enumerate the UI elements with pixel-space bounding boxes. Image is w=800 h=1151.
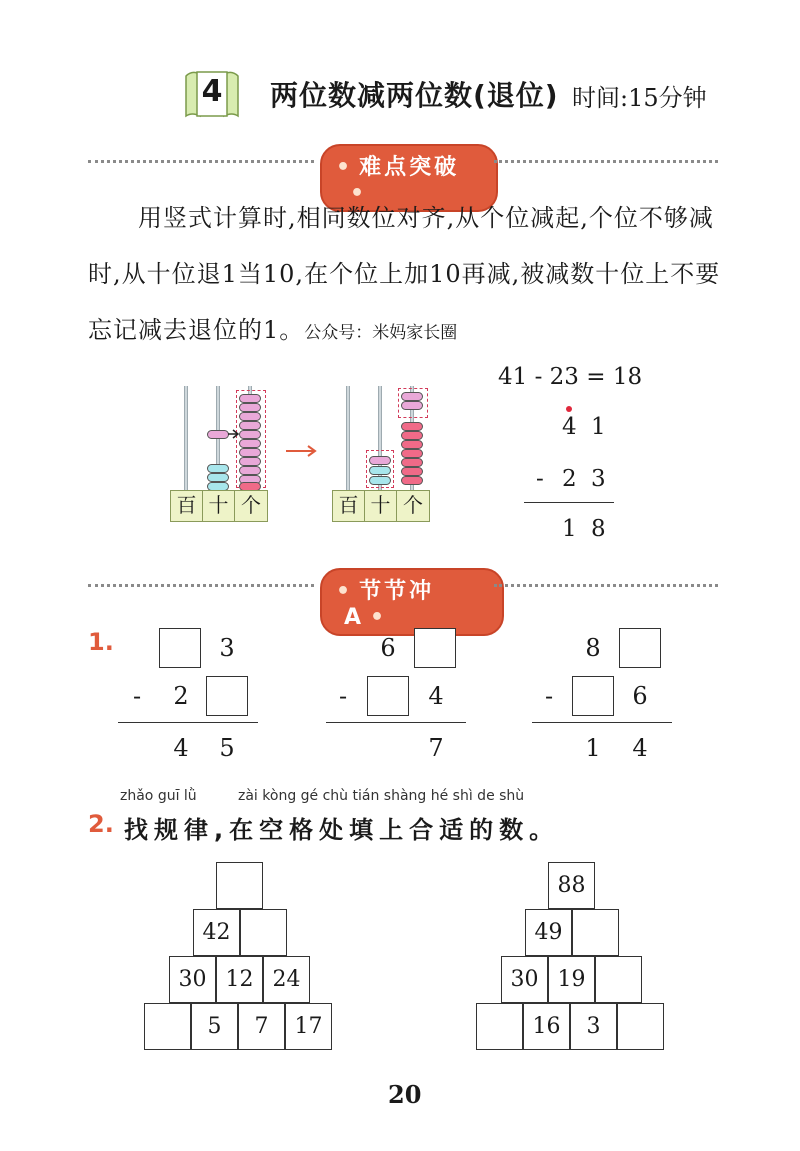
abacus-bead	[239, 412, 261, 421]
number-pyramid-1	[144, 862, 339, 1062]
place-value-labels	[332, 490, 430, 522]
abacus-bead	[369, 466, 391, 475]
time-limit: 时间:15分钟	[572, 84, 707, 112]
answer-box[interactable]	[206, 676, 248, 716]
label-tens: 十	[203, 491, 235, 521]
pyramid-cell: 24	[263, 956, 310, 1003]
section-banner-difficulty: • 难点突破 •	[320, 144, 498, 212]
question-number-2: 2.	[88, 810, 114, 838]
abacus-bead	[207, 464, 229, 473]
digit: 4	[428, 682, 444, 710]
pyramid-cell: 7	[238, 1003, 285, 1050]
pyramid-cell[interactable]	[617, 1003, 664, 1050]
pyramid-cell: 12	[216, 956, 263, 1003]
abacus-bead	[401, 401, 423, 410]
pyramid-cell: 42	[193, 909, 240, 956]
label-ones: 个	[241, 493, 261, 517]
divider	[88, 160, 314, 163]
minus-sign: -	[544, 682, 554, 710]
digit: 6	[632, 682, 648, 710]
equation: 41 - 23 = 18	[498, 364, 643, 390]
abacus-after	[332, 380, 432, 520]
abacus-bead	[401, 458, 423, 467]
abacus-rod	[184, 386, 188, 490]
lesson-number: 4	[201, 74, 223, 109]
pyramid-cell[interactable]	[595, 956, 642, 1003]
divider	[88, 584, 314, 587]
label-ones: 个	[403, 493, 423, 517]
divider	[494, 160, 718, 163]
digit: 2	[173, 682, 189, 710]
digit: 8	[585, 634, 601, 662]
digit: 3	[219, 634, 235, 662]
abacus-bead	[207, 473, 229, 482]
footnote: 公众号：米妈家长圈	[304, 323, 458, 343]
calc-line	[326, 722, 466, 723]
abacus-before	[170, 380, 270, 520]
page-number: 20	[388, 1080, 422, 1109]
abacus-bead	[401, 476, 423, 485]
pyramid-cell[interactable]	[476, 1003, 523, 1050]
abacus-bead	[401, 449, 423, 458]
label-hundreds: 百	[333, 491, 365, 521]
pyramid-cell: 30	[501, 956, 548, 1003]
abacus-bead	[239, 403, 261, 412]
label-tens: 十	[365, 491, 397, 521]
abacus-bead	[401, 431, 423, 440]
arrow-right-icon	[284, 444, 318, 458]
pyramid-cell: 17	[285, 1003, 332, 1050]
number-pyramid-2	[476, 862, 671, 1062]
answer-box[interactable]	[159, 628, 201, 668]
pyramid-cell: 19	[548, 956, 595, 1003]
calc-line	[118, 722, 258, 723]
pyramid-cell: 88	[548, 862, 595, 909]
place-value-labels	[170, 490, 268, 522]
subtrahend-ones: 3	[591, 466, 606, 492]
digit: 7	[428, 734, 444, 762]
digit: 4	[632, 734, 648, 762]
abacus-bead	[239, 466, 261, 475]
pyramid-cell: 3	[570, 1003, 617, 1050]
page-title: 两位数减两位数(退位)	[270, 79, 559, 112]
pyramid-cell[interactable]	[216, 862, 263, 909]
abacus-bead	[401, 422, 423, 431]
calc-line	[532, 722, 672, 723]
abacus-rod	[346, 386, 350, 490]
question-text: 找规律,在空格处填上合适的数。	[124, 816, 560, 844]
result-ones: 8	[591, 516, 606, 542]
subtrahend-tens: 2	[562, 466, 577, 492]
minuend-ones: 1	[591, 414, 606, 440]
digit: 6	[380, 634, 396, 662]
minus-sign: -	[338, 682, 348, 710]
pyramid-cell: 5	[191, 1003, 238, 1050]
abacus-bead-moving	[207, 430, 229, 439]
answer-box[interactable]	[414, 628, 456, 668]
digit: 1	[585, 734, 601, 762]
pyramid-cell[interactable]	[144, 1003, 191, 1050]
abacus-bead	[239, 448, 261, 457]
answer-box[interactable]	[572, 676, 614, 716]
pyramid-cell[interactable]	[240, 909, 287, 956]
abacus-bead	[401, 440, 423, 449]
question-number-1: 1.	[88, 628, 114, 656]
explanation-paragraph	[88, 190, 738, 361]
abacus-bead	[401, 392, 423, 401]
abacus-bead	[401, 467, 423, 476]
pinyin: zhǎo guī lǜ	[120, 788, 197, 804]
abacus-bead	[239, 421, 261, 430]
pinyin: zài kòng gé chù tián shàng hé shì de shù	[238, 788, 525, 804]
abacus-bead	[369, 476, 391, 485]
minus-sign: -	[536, 466, 544, 492]
answer-box[interactable]	[367, 676, 409, 716]
borrow-dot	[566, 406, 572, 412]
digit: 4	[173, 734, 189, 762]
calc-line	[524, 502, 614, 503]
pyramid-cell[interactable]	[572, 909, 619, 956]
minus-sign: -	[132, 682, 142, 710]
pyramid-cell: 16	[523, 1003, 570, 1050]
digit: 5	[219, 734, 235, 762]
answer-box[interactable]	[619, 628, 661, 668]
abacus-bead	[239, 394, 261, 403]
result-tens: 1	[562, 516, 577, 542]
explanation-text: 用竖式计算时,相同数位对齐,从个位减起,个位不够减时,从十位退1当10,在个位上加10再减,被减数十位上不要忘记减去退位的1。	[88, 204, 721, 344]
minuend-tens: 4	[562, 414, 577, 440]
abacus-bead	[239, 439, 261, 448]
section-banner-practice: • 节节冲 A •	[320, 568, 504, 636]
arrow-right-icon	[228, 428, 240, 440]
abacus-bead	[369, 456, 391, 465]
pyramid-cell: 49	[525, 909, 572, 956]
pyramid-cell: 30	[169, 956, 216, 1003]
abacus-bead	[239, 430, 261, 439]
label-hundreds: 百	[171, 491, 203, 521]
divider	[494, 584, 718, 587]
abacus-bead	[239, 457, 261, 466]
